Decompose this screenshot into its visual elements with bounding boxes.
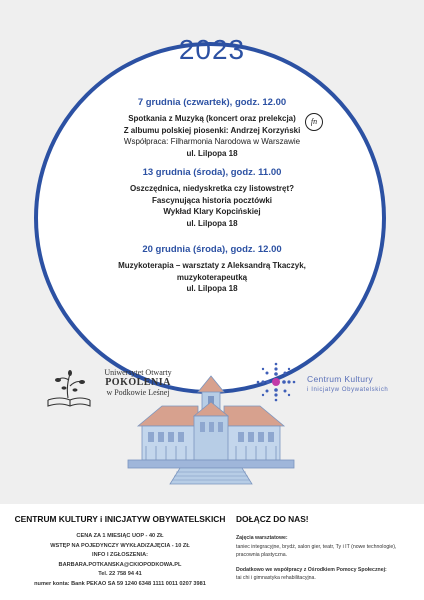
footer-workshops-list-2: pracownia plastyczna. — [236, 552, 288, 558]
building-illustration — [118, 372, 304, 486]
event-2 — [80, 167, 344, 229]
ckio-line2: i Inicjatyw Obywatelskich — [307, 387, 389, 393]
footer-single-price-line: WSTĘP NA POJEDYNCZY WYKŁAD/ZAJĘCIA - 10 ZŁ — [50, 542, 190, 549]
event-date: 7 grudnia (czwartek), godz. 12.00 — [137, 97, 287, 108]
footer-info-label: INFO I ZGŁOSZENIA: — [92, 552, 148, 558]
ckio-line1: Centrum Kultury — [307, 374, 373, 384]
event-3 — [80, 244, 344, 295]
event-line: Muzykoterapia – warsztaty z Aleksandrą Tkaczyk, — [118, 261, 306, 270]
year-heading: 2023 — [178, 34, 246, 65]
event-line: ul. Lilpopa 18 — [186, 218, 238, 228]
footer-org-name: CENTRUM KULTURY i INICJATYW OBYWATELSKICH — [14, 514, 226, 524]
footer-ops-label: Dodatkowo we współpracy z Ośrodkiem Pomocy Społecznej: — [236, 566, 387, 573]
event-1 — [80, 97, 344, 159]
footer-info — [8, 514, 232, 589]
event-date: 20 grudnia (środa), godz. 12.00 — [142, 244, 282, 255]
event-line: Z albumu polskiej piosenki: Andrzej Korzyński — [123, 125, 301, 135]
event-line: Wykład Klary Kopcińskiej — [163, 207, 261, 216]
ckio-name — [307, 374, 388, 396]
filharmonia-logo: fn — [305, 113, 323, 131]
event-line: Oszczędnica, niedyskretka czy listowstręt? — [129, 184, 295, 193]
event-line: Spotkania z Muzyką (koncert oraz prelekcja) — [128, 114, 296, 123]
uop-line1: Uniwersytet Otwarty — [104, 368, 172, 377]
footer-price-line: CENA ZA 1 MIESIĄC UOP - 40 ZŁ — [76, 533, 164, 539]
footer — [0, 504, 424, 600]
uop-line3: w Podkowie Leśnej — [106, 388, 170, 397]
uop-line2: POKOLENIA — [105, 377, 171, 388]
event-line: Współpraca: Filharmonia Narodowa w Warszawie — [123, 137, 301, 146]
event-line: ul. Lilpopa 18 — [186, 148, 238, 158]
footer-email: BARBARA.POTKANSKA@CKIOPODKOWA.PL — [58, 561, 182, 568]
event-line: muzykoterapeutką — [176, 272, 248, 282]
event-line: ul. Lilpopa 18 — [186, 284, 238, 293]
footer-ops-list: tai chi i gimnastyka rehabilitacyjna. — [236, 575, 316, 581]
footer-bank-account: numer konta: Bank PEKAO SA 59 1240 6348 1111 0011 0207 3981 — [34, 580, 206, 587]
footer-join — [236, 514, 420, 583]
footer-join-heading: DOŁĄCZ DO NAS! — [236, 514, 309, 524]
event-date: 13 grudnia (środa), godz. 11.00 — [142, 167, 282, 178]
event-line: Fascynująca historia pocztówki — [151, 195, 273, 205]
footer-workshops-list: taniec integracyjne, brydż, salon gier, teatr, Ty i IT (nowe technologie), — [236, 543, 397, 550]
footer-workshops-label: Zajęcia warsztatowe: — [236, 535, 288, 541]
footer-phone: Tel. 22 758 94 41 — [98, 571, 142, 577]
